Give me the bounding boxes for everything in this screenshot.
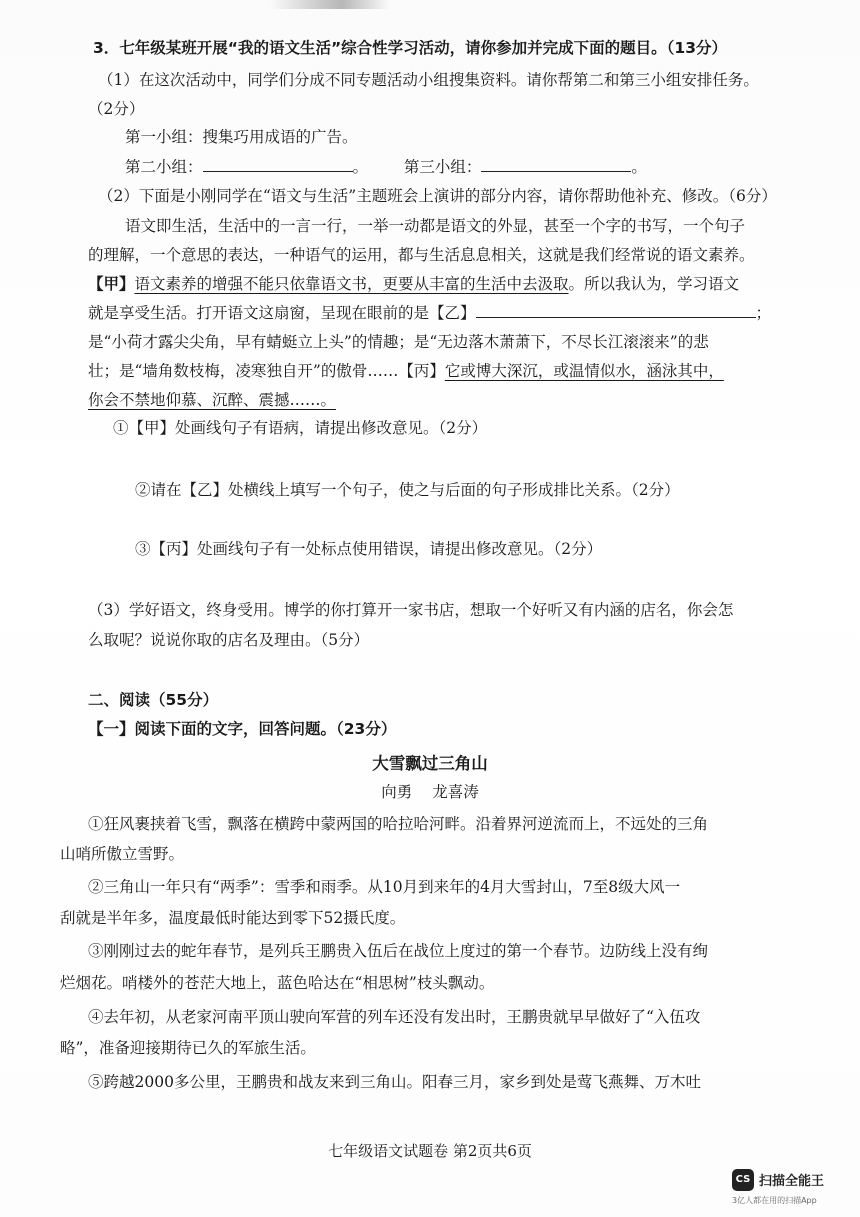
para3-line2: 烂烟花。哨楼外的苍茫大地上，蓝色哈达在“相思树”枝头飘动。 [60,974,495,992]
q3-part3-line2: 么取呢？说说你取的店名及理由。（5分） [88,631,370,649]
author-2: 龙喜涛 [432,783,479,801]
group2-end: 。 [352,158,369,176]
speech-line-7 [88,388,336,412]
speech-line-4-text: 就是享受生活。打开语文这扇窗，呈现在眼前的是【乙】 [88,304,476,322]
underlined-sentence-bing: 它或博大深沉，或温情似水，涵泳其中， [444,362,724,380]
watermark-tagline: 3亿人都在用的扫描App [732,1196,817,1205]
section2-heading: 二、阅读（55分） [88,691,219,709]
speech-line-3-rest: 。所以我认为，学习语文 [568,275,740,293]
subquestion-3: ③【丙】处画线句子有一处标点使用错误，请提出修改意见。（2分） [135,540,603,558]
group3-end: 。 [631,158,647,176]
speech-line-1: 语文即生活，生活中的一言一行，一举一动都是语文的外显，甚至一个字的书写，一个句子 [125,217,746,235]
group3-label: 第三小组： [403,158,482,176]
group3-answer-blank[interactable] [481,155,631,172]
para2-line1: ②三角山一年只有“两季”：雪季和雨季。从10月到来年的4月大雪封山，7至8级大风一 [88,878,681,896]
speech-line-6 [88,359,724,383]
group1-task: 第一小组：搜集巧用成语的广告。 [125,128,358,146]
group2-label: 第二小组： [125,158,203,176]
para1-line2: 山哨所傲立雪野。 [60,845,185,863]
speech-line-5: 是“小荷才露尖尖角，早有蜻蜓立上头”的情趣；是“无边落木萧萧下，不尽长江滚滚来”的悲 [88,333,709,351]
subquestion-1: ①【甲】处画线句子有语病，请提出修改意见。（2分） [113,419,488,437]
author-1: 向勇 [381,783,413,801]
para5-line1: ⑤跨越2000多公里，王鹏贵和战友来到三角山。阳春三月，家乡到处是莺飞燕舞、万木吐 [88,1073,701,1091]
mark-jia: 【甲】 [88,275,135,293]
scan-artifact [270,0,390,9]
underlined-sentence-jia: 语文素养的增强不能只依靠语文书，更要从丰富的生活中去汲取 [134,275,569,293]
para4-line1: ④去年初，从老家河南平顶山驶向军营的列车还没有发出时，王鹏贵就早早做好了“入伍攻 [88,1008,701,1026]
speech-line-4-end: ； [755,304,772,322]
underlined-sentence-bing-cont: 你会不禁地仰慕、沉醉、震撼……。 [88,391,337,409]
section2-part1: 【一】阅读下面的文字，回答问题。（23分） [88,720,397,738]
q3-heading: 3．七年级某班开展“我的语文生活”综合性学习活动，请你参加并完成下面的题目。（13分） [93,39,727,57]
q3-part2-intro: （2）下面是小刚同学在“语文与生活”主题班会上演讲的部分内容，请你帮助他补充、修改。（6分） [98,187,777,205]
q3-part1-line2: （2分） [88,100,145,118]
para3-line1: ③刚刚过去的蛇年春节，是列兵王鹏贵入伍后在战位上度过的第一个春节。边防线上没有绚 [88,942,709,960]
speech-line-2: 的理解，一个意思的表达，一种语气的运用，都与生活息息相关，这就是我们经常说的语文素养。 [88,246,755,264]
page-footer: 七年级语文试题卷 第2页共6页 [328,1142,532,1160]
scanner-watermark [732,1167,842,1207]
camscanner-logo-icon: CS [732,1169,754,1191]
article-byline [0,780,860,802]
group2-answer-blank[interactable] [203,155,353,172]
speech-line-6-text: 壮；是“墙角数枝梅，凌寒独自开”的傲骨……【丙】 [88,362,445,380]
speech-line-4 [88,301,771,325]
speech-line-3 [88,272,739,296]
q3-part3-line1: （3）学好语文，终身受用。博学的你打算开一家书店，想取一个好听又有内涵的店名，你会怎 [88,601,734,619]
blank-yi[interactable] [476,301,756,318]
article-title: 大雪飘过三角山 [372,754,488,773]
q3-part1-line1: （1）在这次活动中，同学们分成不同专题活动小组搜集资料。请你帮第二和第三小组安排任务。 [98,71,759,89]
para4-line2: 略”，准备迎接期待已久的军旅生活。 [60,1039,316,1057]
para2-line2: 刮就是半年多，温度最低时能达到零下52摄氏度。 [60,909,406,927]
subquestion-2: ②请在【乙】处横线上填写一个句子，使之与后面的句子形成排比关系。（2分） [135,481,680,499]
group-answers [125,155,647,179]
para1-line1: ①狂风裹挟着飞雪，飘落在横跨中蒙两国的哈拉哈河畔。沿着界河逆流而上，不远处的三角 [88,815,709,833]
watermark-app-name: 扫描全能王 [759,1174,825,1189]
